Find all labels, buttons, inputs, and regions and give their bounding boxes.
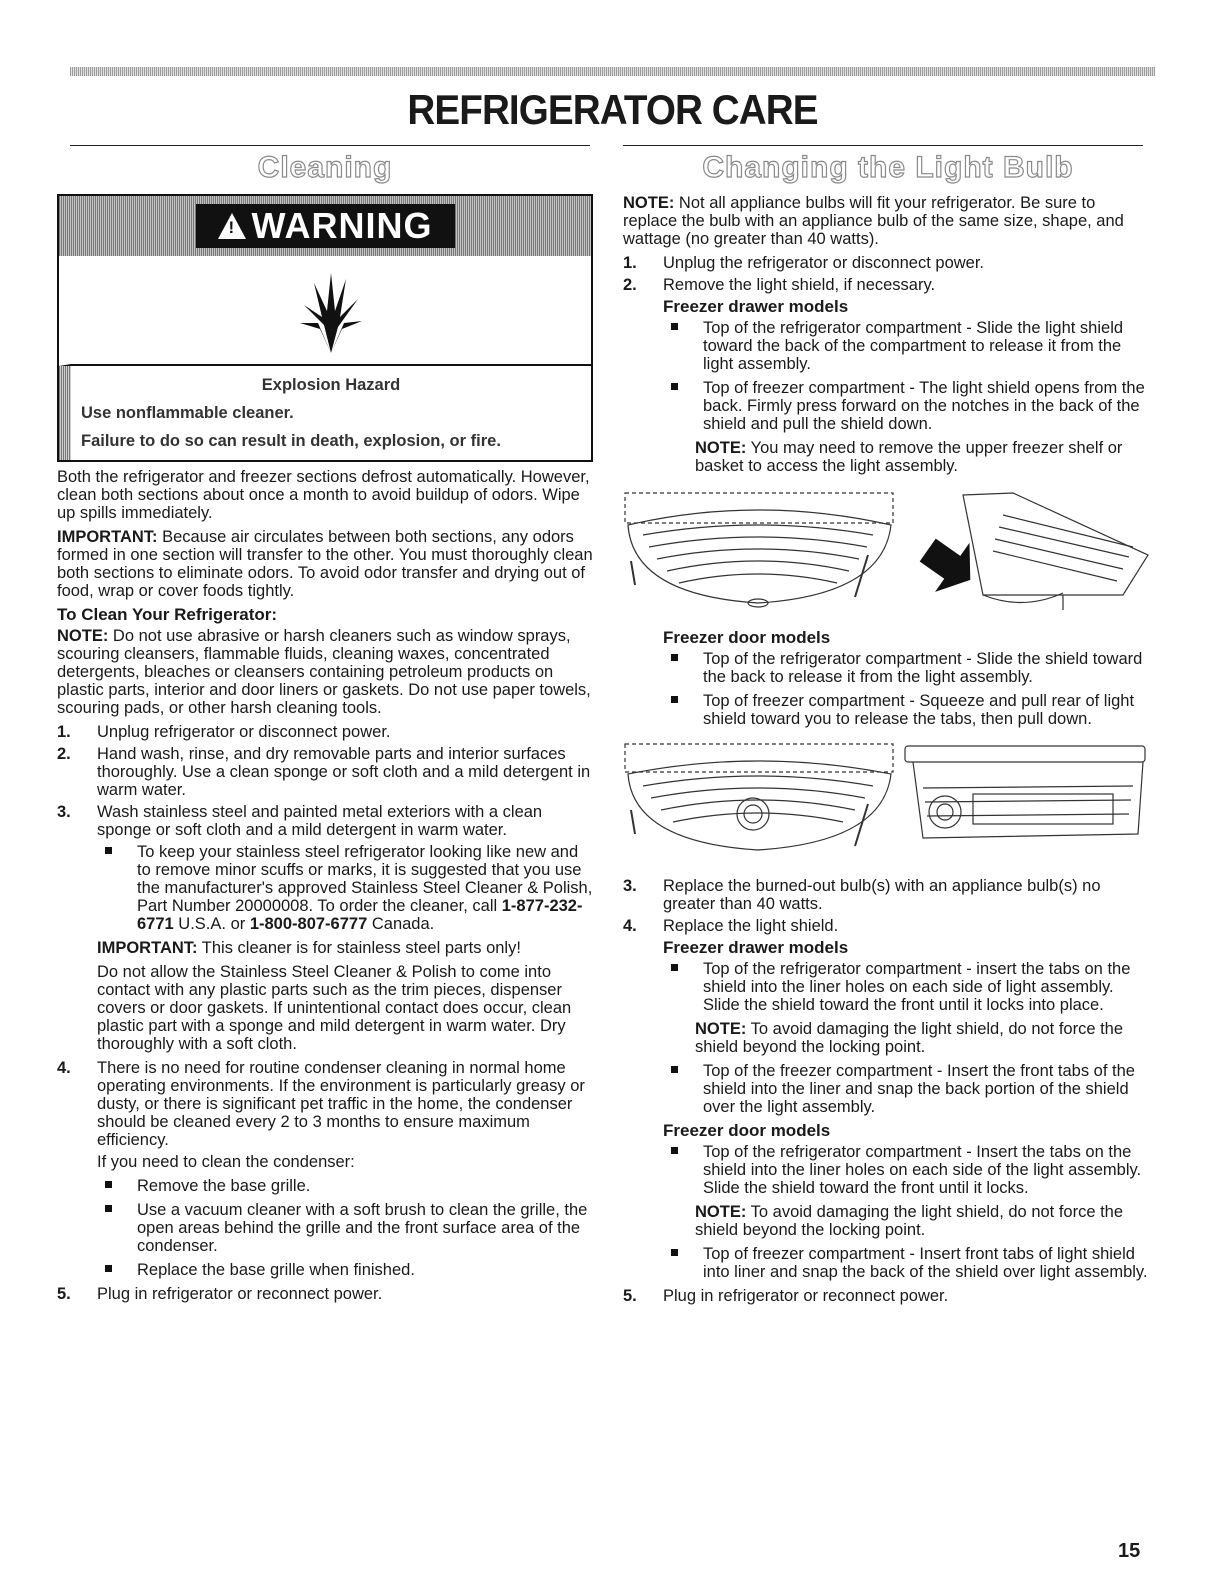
page-title: REFRIGERATOR CARE bbox=[407, 86, 818, 133]
bullet-icon bbox=[671, 383, 683, 395]
warning-header bbox=[59, 196, 591, 256]
list-item: 4. There is no need for routine condenser cleaning in normal home operating environments. If the environment is particularly greasy or dusty, or there is significant pet traffic in the home, the condenser should be cleaned every 2 to 3 months to ensure maximum efficiency. bbox=[57, 1059, 585, 1149]
replace-drawer-note: NOTE: To avoid damaging the light shield, do not force the shield beyond the locking point. bbox=[695, 1020, 1124, 1056]
list-item: 1. Unplug refrigerator or disconnect power. bbox=[57, 723, 391, 741]
bulb-title: Changing the Light Bulb bbox=[702, 151, 1074, 184]
list-item: Top of freezer compartment - Insert front tabs of light shield into liner and snap the back of the shield over light assembly. bbox=[623, 1245, 1153, 1281]
list-item: 1. Unplug the refrigerator or disconnect power. bbox=[623, 254, 985, 272]
list-item: Use a vacuum cleaner with a soft brush to clean the grille, the open areas behind the grille and the front surface area of the condenser. bbox=[57, 1201, 593, 1255]
page-number: 15 bbox=[1118, 1540, 1141, 1562]
remove-drawer-head: Freezer drawer models bbox=[663, 297, 849, 316]
bullet-icon bbox=[105, 1181, 117, 1193]
clean-subhead: To Clean Your Refrigerator: bbox=[57, 605, 278, 624]
cleaning-title: Cleaning bbox=[257, 151, 393, 184]
list-item: 3. Replace the burned-out bulb(s) with an appliance bulb(s) no greater than 40 watts. bbox=[623, 877, 1101, 913]
cleaning-steps bbox=[57, 723, 593, 839]
door-light-illustration bbox=[623, 738, 1153, 867]
list-item: 2. Hand wash, rinse, and dry removable parts and interior surfaces thoroughly. Use a clean sponge or soft cloth and a mild detergent in warm water. bbox=[57, 745, 591, 799]
list-item: Top of the refrigerator compartment - Slide the light shield toward the back of the compartment to release it from the light assembly. bbox=[623, 319, 1153, 373]
cleaning-important: IMPORTANT: Because air circulates between both sections, any odors formed in one section will transfer to the other. You must thoroughly clean both sections to eliminate odors. To avoid odor transfer and drying out of food, wrap or cover foods tightly. bbox=[57, 528, 593, 600]
warning-body bbox=[59, 366, 591, 460]
list-item: 5. Plug in refrigerator or reconnect power. bbox=[57, 1285, 383, 1303]
bullet-icon bbox=[671, 1147, 683, 1159]
condenser-intro: If you need to clean the condenser: bbox=[97, 1153, 355, 1171]
list-item: Top of freezer compartment - Squeeze and pull rear of light shield toward you to release the tabs, then pull down. bbox=[623, 692, 1153, 728]
warning-label: ! WARNING bbox=[196, 204, 455, 248]
cleaning-column bbox=[57, 150, 593, 1307]
list-item: Top of the refrigerator compartment - Insert the tabs on the shield into the liner holes on each side of the light assembly. Slide the shield toward the front until it locks. bbox=[623, 1143, 1153, 1197]
warning-box bbox=[57, 194, 593, 462]
list-item: Top of the refrigerator compartment - insert the tabs on the shield into the liner holes on each side of light assembly. Slide the shield toward the front until it locks into place. bbox=[623, 960, 1153, 1014]
replace-door-note: NOTE: To avoid damaging the light shield, do not force the shield beyond the locking point. bbox=[695, 1203, 1124, 1239]
cleaning-intro: Both the refrigerator and freezer sections defrost automatically. However, clean both sections about once a month to avoid buildup of odors. Wipe up spills immediately. bbox=[57, 468, 590, 522]
bullet-icon bbox=[105, 847, 117, 859]
ss-paragraph: Do not allow the Stainless Steel Cleaner & Polish to come into contact with any plastic parts such as the trim pieces, dispenser covers or door gaskets. If unintentional contact does occur, clean plastic part with a sponge and mild detergent in warm water. Dry thoroughly with a soft cloth. bbox=[97, 963, 572, 1053]
remove-door-head: Freezer door models bbox=[663, 628, 831, 647]
list-item: Top of freezer compartment - The light shield opens from the back. Firmly press forward on the notches in the back of the shield and pull the shield down. bbox=[623, 379, 1153, 433]
list-item: Remove the base grille. bbox=[57, 1177, 593, 1195]
bullet-icon bbox=[671, 964, 683, 976]
bullet-icon bbox=[671, 1066, 683, 1078]
bullet-icon bbox=[105, 1205, 117, 1217]
list-item: 5. Plug in refrigerator or reconnect power. bbox=[623, 1287, 949, 1305]
warning-line-1: Use nonflammable cleaner. bbox=[81, 404, 294, 422]
list-item: 4. Replace the light shield. bbox=[623, 917, 839, 935]
list-item: 2. Remove the light shield, if necessary. bbox=[623, 276, 936, 294]
bullet-icon bbox=[105, 1265, 117, 1277]
header-decorative-bar bbox=[70, 67, 1155, 76]
list-item: Top of the refrigerator compartment - Slide the shield toward the back to release it from the light assembly. bbox=[623, 650, 1153, 686]
bullet-icon bbox=[671, 1249, 683, 1261]
bullet-icon bbox=[671, 323, 683, 335]
warning-hazard: Explosion Hazard bbox=[261, 376, 401, 394]
remove-note: NOTE: You may need to remove the upper freezer shelf or basket to access the light assembly. bbox=[695, 439, 1123, 475]
bullet-icon bbox=[671, 654, 683, 666]
list-item: To keep your stainless steel refrigerator looking like new and to remove minor scuffs or marks, it is suggested that you use the manufacturer's approved Stainless Steel Cleaner & Polish, Part Number 20000008. To order the cleaner, call 1-877-232-6771 U.S.A. or 1-800-807-6777 Canada. bbox=[57, 843, 593, 933]
bullet-icon bbox=[671, 696, 683, 708]
replace-door-head: Freezer door models bbox=[663, 1121, 831, 1140]
bulb-note: NOTE: Not all appliance bulbs will fit your refrigerator. Be sure to replace the bulb with an appliance bulb of the same size, shape, and wattage (no greater than 40 watts). bbox=[623, 194, 1124, 248]
left-rule bbox=[70, 145, 590, 146]
explosion-icon bbox=[59, 256, 591, 366]
list-item: 3. Wash stainless steel and painted metal exteriors with a clean sponge or soft cloth and a mild detergent in warm water. bbox=[57, 803, 543, 839]
list-item: Top of the freezer compartment - Insert the front tabs of the shield into the liner and snap the back portion of the shield over the light assembly. bbox=[623, 1062, 1153, 1116]
bulb-column bbox=[623, 150, 1153, 1309]
list-item: Replace the base grille when finished. bbox=[57, 1261, 593, 1279]
right-rule bbox=[623, 145, 1143, 146]
cleaning-note: NOTE: Do not use abrasive or harsh cleaners such as window sprays, scouring cleansers, flammable fluids, cleaning waxes, concentrated detergents, bleaches or cleansers containing petroleum products on plastic parts, interior and door liners or gaskets. Do not use paper towels, scouring pads, or other harsh cleaning tools. bbox=[57, 627, 591, 717]
replace-drawer-head: Freezer drawer models bbox=[663, 938, 849, 957]
warning-triangle-icon: ! bbox=[218, 213, 246, 239]
ss-important: IMPORTANT: This cleaner is for stainless steel parts only! bbox=[97, 939, 521, 957]
drawer-light-illustration bbox=[623, 485, 1153, 619]
warning-line-2: Failure to do so can result in death, explosion, or fire. bbox=[81, 432, 501, 450]
